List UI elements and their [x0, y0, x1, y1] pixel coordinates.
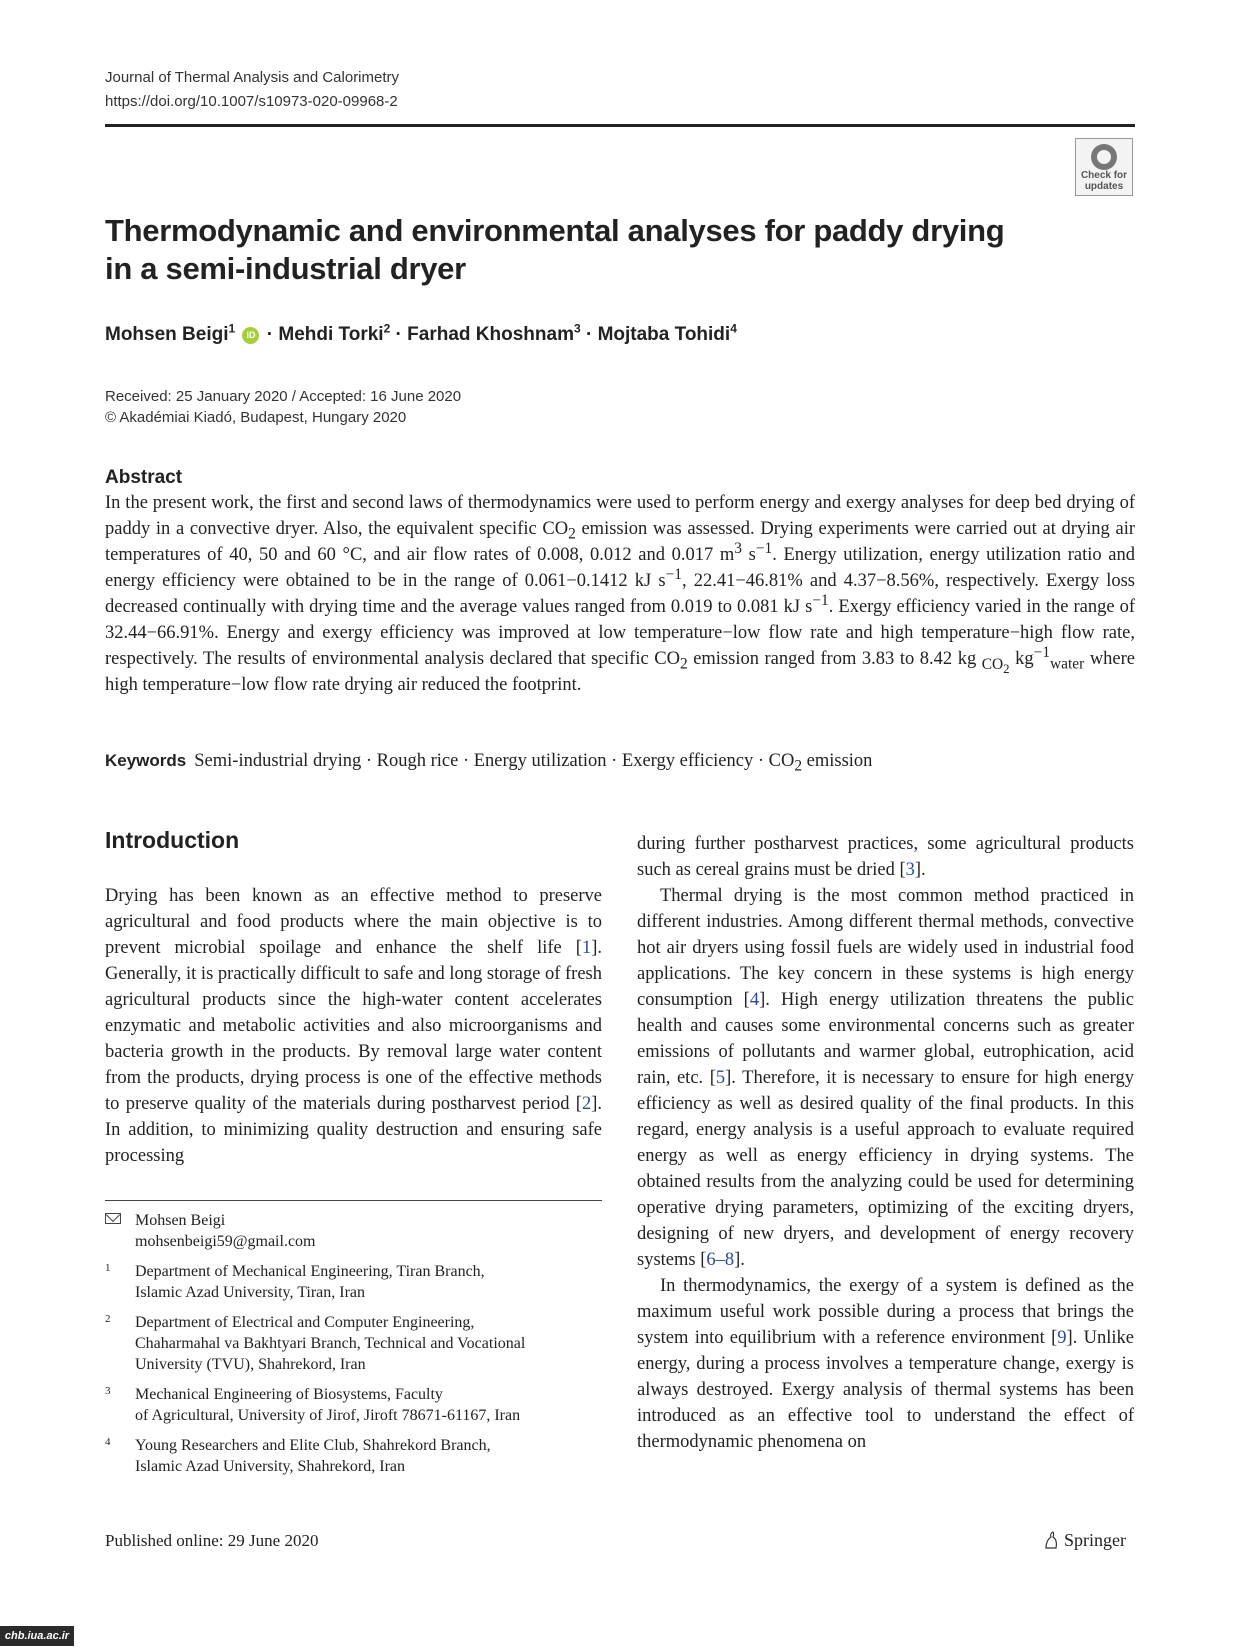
affiliation [105, 1435, 602, 1477]
intro-paragraph [637, 883, 1134, 1273]
doi-link[interactable]: https://doi.org/10.1007/s10973-020-09968-2 [105, 93, 398, 110]
paragraph-text: ]. Therefore, it is necessary to ensure for high energy efficiency as well as desired quality of the final products. In this regard, energy analysis is a useful approach to evaluate required energy as well as energy efficiency in drying systems. The obtained results from the analyzing could be used for determining operative drying parameters, optimizing of the exciting dryers, designing of new dryers, and development of energy recovery systems [ [637, 1068, 1134, 1270]
subscript: 2 [568, 525, 576, 543]
abstract-text: emission was assessed. Drying experiments were carried out at drying air temperatures of 40, 50 and 60 °C, and air flow rates of 0.008, 0.012 and 0.017 m [105, 519, 1135, 565]
envelope-icon [105, 1213, 121, 1224]
affiliation-line: Young Researchers and Elite Club, Shahrekord Branch, [135, 1437, 491, 1454]
paragraph-text: ]. [734, 1250, 745, 1270]
keywords-text: Semi-industrial drying · Rough rice · Energy utilization · Exergy efficiency · CO [194, 751, 795, 771]
affiliation-number: 2 [105, 1313, 111, 1325]
title-line-2: in a semi-industrial dryer [105, 251, 466, 286]
affiliation-line: Mechanical Engineering of Biosystems, Faculty [135, 1386, 443, 1403]
citation-link[interactable]: 5 [715, 1068, 726, 1088]
subscript-co: CO [981, 655, 1004, 673]
affiliation-number: 4 [105, 1436, 111, 1448]
affiliation [105, 1312, 602, 1375]
author-name[interactable]: Mojtaba Tohidi [597, 324, 731, 345]
citation-link[interactable]: 2 [581, 1094, 592, 1114]
citation-link[interactable]: 3 [905, 860, 915, 880]
affiliation-line: University (TVU), Shahrekord, Iran [135, 1356, 366, 1373]
subscript [981, 655, 1010, 676]
title-line-1: Thermodynamic and environmental analyses for paddy drying [105, 213, 1005, 248]
subscript: 2 [1003, 661, 1010, 676]
publication-dates [105, 386, 461, 428]
paragraph-text: during further postharvest practices, some agricultural products such as cereal grains must be dried [ [637, 834, 1134, 880]
intro-paragraph [637, 1273, 1134, 1455]
author-affiliation-mark: 3 [573, 321, 581, 336]
copyright-line: © Akadémiai Kiadó, Budapest, Hungary 2020 [105, 409, 407, 426]
affiliation-line: of Agricultural, University of Jirof, Jiroft 78671-61167, Iran [135, 1407, 521, 1424]
author-affiliation-mark: 2 [383, 321, 391, 336]
affiliation-line: Chaharmahal va Bakhtyari Branch, Technical and Vocational [135, 1335, 526, 1352]
abstract-text: . Energy utilization, energy utilization ratio and energy efficiency were obtained to be in the range of 0.061−0.1412 kJ s [105, 545, 1136, 591]
citation-link[interactable]: 6–8 [706, 1250, 735, 1270]
affiliation-line: Islamic Azad University, Shahrekord, Iran [135, 1458, 405, 1475]
affiliation-line: Department of Electrical and Computer Engineering, [135, 1314, 475, 1331]
corner-watermark: chb.iua.ac.ir [0, 1626, 74, 1646]
journal-name: Journal of Thermal Analysis and Calorimetry [105, 69, 400, 86]
publisher-name: Springer [1064, 1530, 1126, 1550]
keywords [105, 748, 1135, 774]
subscript: 2 [679, 655, 688, 673]
superscript: 3 [734, 539, 742, 557]
abstract-text: emission ranged from 3.83 to 8.42 kg [687, 649, 982, 669]
intro-paragraph [105, 883, 602, 1169]
subscript-water: water [1050, 655, 1085, 673]
author-affiliation-mark: 1 [228, 321, 236, 336]
paragraph-text: Thermal drying is the most common method practiced in different industries. Among different thermal methods, convective hot air dryers using fossil fuels are widely used in industrial food applications. The key concern in these systems is high energy consumption [ [637, 886, 1134, 1010]
abstract-text: where high temperature−low flow rate drying air reduced the footprint. [105, 649, 1136, 695]
citation-link[interactable]: 1 [581, 938, 592, 958]
keywords-tail: emission [802, 751, 873, 771]
author-name[interactable]: Mehdi Torki [278, 324, 384, 345]
paragraph-text: ]. Unlike energy, during a process involves a temperature change, exergy is always destroyed. Exergy analysis of thermal systems has been introduced as an effective tool to understand the effect of thermodynamic phenomena on [637, 1328, 1135, 1452]
paragraph-text: Drying has been known as an effective method to preserve agricultural and food products where the main objective is to prevent microbial spoilage and enhance the shelf life [ [105, 886, 602, 958]
superscript: −1 [812, 591, 829, 609]
header-rule [105, 124, 1135, 127]
paragraph-text: ]. Generally, it is practically difficult to safe and long storage of fresh agricultural products since the high-water content accelerates enzymatic and metabolic activities and also microorganisms and bacteria growth in the products. By removal large water content from the products, drying process is one of the effective methods to preserve quality of the materials during postharvest period [ [105, 938, 602, 1114]
affiliation-line: Islamic Azad University, Tiran, Iran [135, 1284, 366, 1301]
author-name[interactable]: Farhad Khoshnam [407, 324, 574, 345]
paragraph-text: ]. [914, 860, 926, 880]
author-list: Mohsen Beigi$^1$ iD · Mehdi Torki$^2$ · Farhad Khoshnam$^3$ · Mojtaba Tohidi$^4$ [105, 321, 737, 345]
journal-header [105, 66, 399, 114]
superscript: −1 [1033, 643, 1051, 661]
footnotes [105, 1210, 602, 1486]
intro-paragraph [637, 831, 1134, 883]
abstract-text: kg [1009, 649, 1034, 669]
corresponding-email[interactable]: mohsenbeigi59@gmail.com [135, 1233, 316, 1250]
published-online: Published online: 29 June 2020 [105, 1531, 319, 1550]
affiliation [105, 1261, 602, 1303]
springer-horse-icon [1043, 1531, 1059, 1549]
corresponding-author [105, 1210, 602, 1252]
received-accepted: Received: 25 January 2020 / Accepted: 16 June 2020 [105, 388, 462, 405]
superscript: −1 [755, 539, 773, 557]
check-badge-line1: Check for [1080, 170, 1128, 181]
paragraph-text: In thermodynamics, the exergy of a system is defined as the maximum useful work possible during a process that brings the system into equilibrium with a reference environment [ [637, 1276, 1134, 1348]
affiliation-line: Department of Mechanical Engineering, Tiran Branch, [135, 1263, 485, 1280]
citation-link[interactable]: 9 [1057, 1328, 1067, 1348]
left-column [105, 883, 602, 1169]
superscript: −1 [665, 565, 682, 583]
orcid-icon[interactable]: iD [242, 327, 259, 344]
corresponding-name: Mohsen Beigi [135, 1212, 226, 1229]
right-column [637, 831, 1134, 1455]
paragraph-text: ]. High energy utilization threatens the public health and causes some environmental concerns such as greater emissions of pollutants and warmer global, eutrophication, acid rain, etc. [ [637, 990, 1134, 1088]
abstract-text: s [742, 545, 756, 565]
paragraph-text: ]. In addition, to minimizing quality destruction and ensuring safe processing [105, 1094, 602, 1166]
abstract-body [105, 490, 1135, 698]
check-badge-line2: updates [1084, 181, 1124, 192]
abstract-text: In the present work, the first and second laws of thermodynamics were used to perform energy and exergy analyses for deep bed drying of paddy in a convective dryer. Also, the equivalent specific CO [105, 493, 1135, 539]
affiliation-number: 3 [105, 1385, 111, 1397]
abstract-text: , 22.41−46.81% and 4.37−8.56%, respectively. Exergy loss decreased continually with drying time and the average values ranged from 0.019 to 0.081 kJ s [105, 571, 1135, 617]
citation-link[interactable]: 4 [749, 990, 760, 1010]
affiliation [105, 1384, 602, 1426]
paper-title [105, 212, 1005, 288]
affiliation-number: 1 [105, 1262, 111, 1274]
check-updates-icon [1091, 144, 1117, 170]
abstract-heading: Abstract [105, 467, 183, 488]
keywords-label: Keywords [105, 751, 187, 770]
abstract-text: . Exergy efficiency varied in the range of 32.44−66.91%. Energy and exergy efficiency was improved at low temperature−low flow rate and high temperature−high flow rate, respectively. The results of environmental analysis declared that specific CO [105, 597, 1135, 669]
author-affiliation-mark: 4 [730, 321, 737, 336]
introduction-heading: Introduction [105, 827, 240, 853]
subscript: 2 [794, 757, 803, 775]
publisher-logo [1043, 1528, 1126, 1552]
footnote-rule [105, 1200, 602, 1201]
author-name[interactable]: Mohsen Beigi [105, 324, 229, 345]
check-for-updates-badge[interactable] [1075, 138, 1133, 196]
